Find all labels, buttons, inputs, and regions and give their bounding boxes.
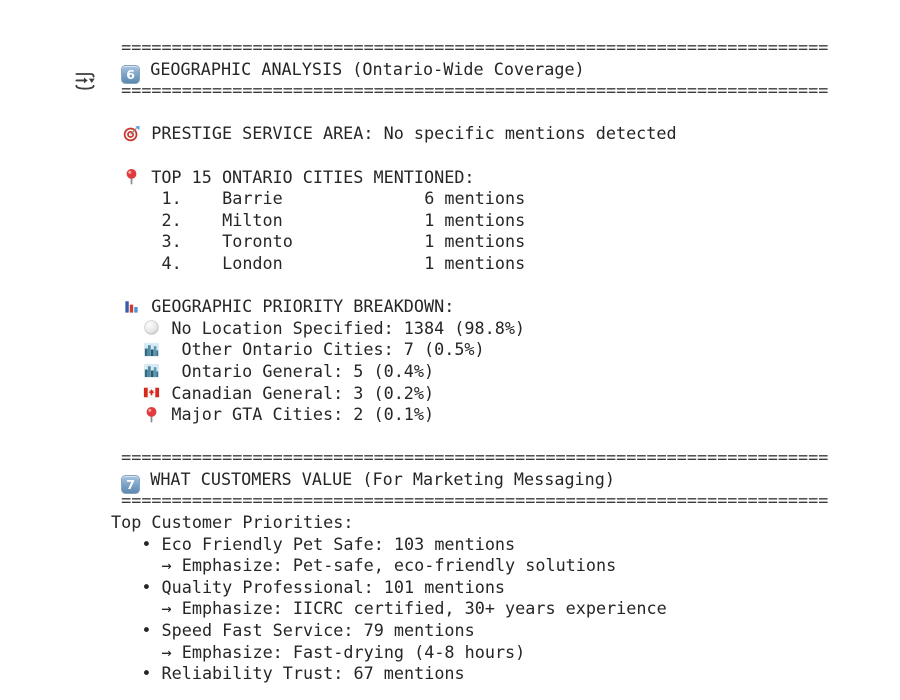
breakdown-row <box>111 383 828 405</box>
spacer <box>141 167 151 187</box>
section-header-customers <box>111 469 828 491</box>
spacer <box>140 59 150 79</box>
spacer <box>140 469 150 489</box>
spacer <box>161 339 181 359</box>
spacer <box>111 555 162 575</box>
arrow-glyph: → <box>161 641 172 662</box>
spacer <box>111 318 141 338</box>
spacer <box>141 123 151 143</box>
bullet-glyph: • <box>141 663 152 684</box>
city-mention-count: 1 mentions <box>424 231 526 252</box>
keycap-7-icon: 7 <box>121 475 140 494</box>
city-rank: 3. <box>161 231 182 252</box>
city-mention-count: 6 mentions <box>424 188 526 209</box>
spacer <box>111 598 162 618</box>
wrap-output-icon[interactable] <box>71 67 99 95</box>
spacer <box>111 37 121 57</box>
spacer <box>111 490 121 510</box>
section-title: WHAT CUSTOMERS VALUE (For Marketing Messaging) <box>150 468 615 489</box>
spacer <box>111 339 141 359</box>
bullet-glyph: • <box>141 533 152 554</box>
spacer <box>172 555 182 575</box>
separator-line <box>111 37 828 59</box>
spacer <box>111 534 141 554</box>
section-title: GEOGRAPHIC ANALYSIS (Ontario-Wide Coverage) <box>150 58 585 79</box>
separator-line <box>111 490 828 512</box>
spacer <box>172 642 182 662</box>
cityscape-icon <box>141 341 161 358</box>
cities-heading <box>111 167 828 189</box>
blank-line <box>111 102 828 124</box>
bullet-glyph: • <box>141 620 152 641</box>
bullet-glyph: • <box>141 576 152 597</box>
priority-emphasize-row <box>111 598 828 620</box>
priority-bullet-row <box>111 620 828 642</box>
spacer <box>111 59 121 79</box>
emphasize-text: Emphasize: IICRC certified, 30+ years experience <box>181 598 667 619</box>
section-header-geographic <box>111 59 828 81</box>
keycap-6-icon: 6 <box>121 65 140 84</box>
priority-bullet-row <box>111 577 828 599</box>
breakdown-text: No Location Specified: 1384 (98.8%) <box>171 317 526 338</box>
spacer <box>111 123 121 143</box>
analysis-report-output <box>111 37 828 685</box>
spacer <box>161 318 171 338</box>
breakdown-row <box>111 404 828 426</box>
spacer <box>111 577 141 597</box>
city-rank: 2. <box>161 209 182 230</box>
spacer <box>111 620 141 640</box>
spacer <box>111 404 141 424</box>
arrow-glyph: → <box>161 598 172 619</box>
spacer <box>161 404 171 424</box>
city-name: Barrie <box>222 188 283 209</box>
cities-heading-text: TOP 15 ONTARIO CITIES MENTIONED: <box>151 166 475 187</box>
city-row <box>111 188 828 210</box>
city-name: Toronto <box>222 231 293 252</box>
city-name: London <box>222 252 283 273</box>
spacer <box>111 663 141 683</box>
breakdown-heading <box>111 296 828 318</box>
bar-chart-icon <box>121 298 141 315</box>
priority-text: Eco Friendly Pet Safe: 103 mentions <box>161 533 516 554</box>
priorities-heading-text: Top Customer Priorities: <box>111 512 354 533</box>
target-icon <box>121 125 141 142</box>
city-row <box>111 210 828 232</box>
spacer <box>141 296 151 316</box>
separator-text: ====================================================================== <box>121 490 829 511</box>
priority-bullet-row <box>111 534 828 556</box>
prestige-line <box>111 123 828 145</box>
priority-bullet-row <box>111 663 828 685</box>
breakdown-text: Major GTA Cities: 2 (0.1%) <box>171 404 435 425</box>
spacer <box>111 80 121 100</box>
round-pushpin-icon <box>141 406 161 423</box>
city-row <box>111 231 828 253</box>
priority-emphasize-row <box>111 555 828 577</box>
emphasize-text: Emphasize: Pet-safe, eco-friendly solutions <box>181 555 617 576</box>
priority-text: Speed Fast Service: 79 mentions <box>161 620 475 641</box>
city-name: Milton <box>222 209 283 230</box>
separator-line <box>111 80 828 102</box>
spacer <box>111 296 121 316</box>
priority-text: Reliability Trust: 67 mentions <box>161 663 465 684</box>
spacer <box>111 383 141 403</box>
blank-line <box>111 275 828 297</box>
city-mention-count: 1 mentions <box>424 252 526 273</box>
spacer <box>111 361 141 381</box>
blank-line <box>111 145 828 167</box>
breakdown-row <box>111 361 828 383</box>
spacer <box>161 383 171 403</box>
separator-text: ====================================================================== <box>121 37 829 57</box>
city-rank: 1. <box>161 188 182 209</box>
spacer <box>111 642 162 662</box>
emphasize-text: Emphasize: Fast-drying (4-8 hours) <box>181 641 526 662</box>
spacer <box>172 598 182 618</box>
white-circle-icon <box>141 319 161 336</box>
breakdown-text: Canadian General: 3 (0.2%) <box>171 382 435 403</box>
spacer <box>151 534 161 554</box>
spacer <box>111 447 121 467</box>
priorities-heading <box>111 512 828 534</box>
spacer <box>111 167 121 187</box>
breakdown-text: Ontario General: 5 (0.4%) <box>181 360 435 381</box>
city-rank: 4. <box>161 252 182 273</box>
cityscape-icon <box>141 362 161 379</box>
separator-text: ====================================================================== <box>121 80 829 101</box>
priority-text: Quality Professional: 101 mentions <box>161 576 506 597</box>
prestige-text: PRESTIGE SERVICE AREA: No specific mentions detected <box>151 123 677 144</box>
breakdown-heading-text: GEOGRAPHIC PRIORITY BREAKDOWN: <box>151 296 455 317</box>
spacer <box>151 663 161 683</box>
spacer <box>111 469 121 489</box>
priority-emphasize-row <box>111 642 828 664</box>
separator-text: ====================================================================== <box>121 447 829 468</box>
spacer <box>151 577 161 597</box>
city-mention-count: 1 mentions <box>424 209 526 230</box>
separator-line <box>111 447 828 469</box>
breakdown-row <box>111 318 828 340</box>
canada-flag-icon <box>141 384 161 401</box>
breakdown-text: Other Ontario Cities: 7 (0.5%) <box>181 339 485 360</box>
round-pushpin-icon <box>121 168 141 185</box>
blank-line <box>111 426 828 448</box>
spacer <box>151 620 161 640</box>
arrow-glyph: → <box>161 555 172 576</box>
breakdown-row <box>111 339 828 361</box>
city-row <box>111 253 828 275</box>
spacer <box>161 361 181 381</box>
